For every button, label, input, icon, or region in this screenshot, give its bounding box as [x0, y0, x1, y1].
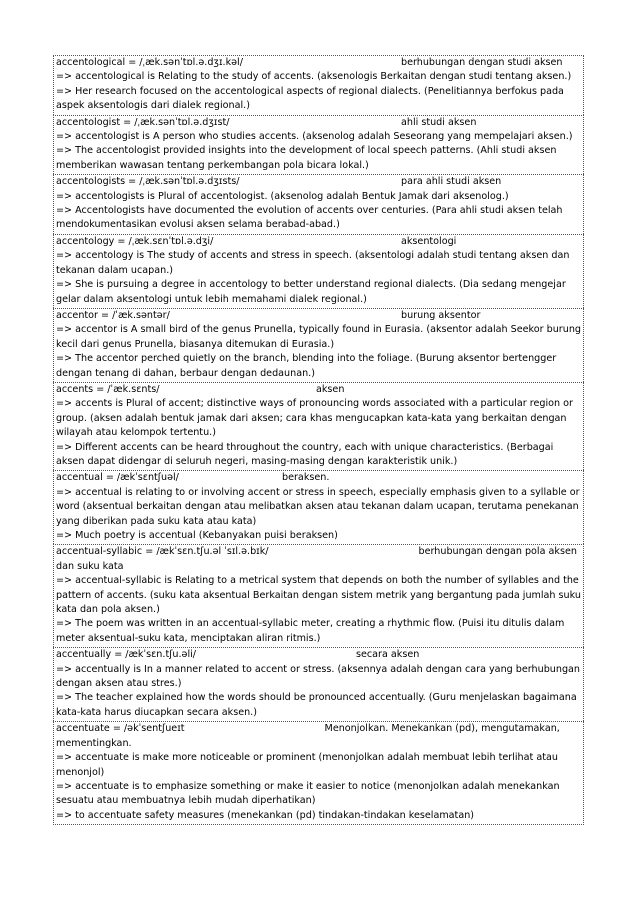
entry-heading [56, 471, 582, 485]
entry-term: accentology = /ˌæk.sɛnˈtɒl.ə.dʒi/ [56, 235, 214, 247]
entry-heading [56, 722, 582, 751]
entry-example: => Accentologists have documented the evolution of accents over centuries. (Para ahli studi aksen telah mendokumentasikan evolusi aksen selama berabad-abad.) [56, 205, 563, 231]
entry-example: => Much poetry is accentual (Kebanyakan puisi beraksen) [56, 530, 338, 541]
entry-example: => Different accents can be heard throughout the country, each with unique characteristics. (Berbagai aksen dapat didengar di seluruh negeri, masing-masing dengan karakteristik unik.) [56, 441, 554, 467]
entry-example: => The poem was written in an accentual-syllabic meter, creating a rhythmic flow. (Puisi itu ditulis dalam meter aksentual-suku kata, menciptakan aliran ritmis.) [56, 618, 565, 644]
entry-accentuate [53, 721, 584, 825]
entry-accentual [53, 470, 584, 544]
entry-accentual-syllabic [53, 544, 584, 647]
entry-definition: => accentology is The study of accents and stress in speech. (aksentologi adalah studi tentang aksen dan tekanan dalam ucapan.) [56, 250, 570, 276]
entry-example: => Her research focused on the accentological aspects of regional dialects. (Penelitiannya berfokus pada aspek aksentologis dari dialek regional.) [56, 85, 564, 112]
entry-term: accentological = /ˌæk.sənˈtɒl.ə.dʒɪ.kəl/ [56, 57, 243, 68]
entry-definition: => accentologist is A person who studies accents. (aksenolog adalah Seseorang yang mempelajari aksen.) [56, 131, 573, 143]
entry-translation: ahli studi aksen [401, 116, 477, 128]
entry-example: => accentuate is to emphasize something or make it easier to notice (menonjolkan adalah menekankan sesuatu atau membuatnya lebih mudah diperhatikan) [56, 780, 560, 807]
entry-heading [56, 235, 582, 249]
entry-term: accentual-syllabic = /ækˈsɛn.tʃu.əl ˈsɪl.ə.bɪk/ [56, 546, 269, 558]
entry-extra-example: => to accentuate safety measures (menekankan (pd) tindakan-tindakan keselamatan) [56, 809, 475, 821]
entry-example: => The accentor perched quietly on the branch, blending into the foliage. (Burung aksentor bertengger dengan tenang di dahan, berbaur dengan dedaunan.) [56, 353, 557, 379]
entry-term: accentologist = /ˌæk.sənˈtɒl.ə.dʒɪst/ [56, 116, 230, 128]
entry-translation: beraksen. [282, 472, 330, 484]
entry-translation: burung aksentor [401, 309, 481, 321]
entry-term: accents = /ˈæk.sɛnts/ [56, 383, 160, 395]
dictionary-document [53, 55, 584, 825]
entry-translation: secara aksen [356, 649, 420, 661]
entry-translation: aksentologi [401, 235, 457, 247]
entry-definition: => accentual-syllabic is Relating to a metrical system that depends on both the number of syllables and the pattern of accents. (suku kata aksentual Berkaitan dengan sistem metrik yang bergantung pada jumlah suku kata dan pola aksen.) [56, 575, 581, 616]
entry-example: => The accentologist provided insights into the development of local speech patterns. (Ahli studi aksen memberikan wawasan tentang perkembangan pola bicara lokal.) [56, 145, 557, 171]
entry-translation: aksen [316, 383, 345, 395]
entry-accentology [53, 234, 584, 308]
entry-heading [56, 648, 582, 662]
entry-definition: => accentological is Relating to the study of accents. (aksenologis Berkaitan dengan studi tentang aksen.) [56, 71, 572, 83]
entry-translation: para ahli studi aksen [401, 176, 502, 188]
entry-accentologist [53, 115, 584, 175]
entry-heading [56, 383, 582, 397]
entry-definition: => accentually is In a manner related to accent or stress. (aksennya adalah dengan cara yang berhubungan dengan aksen atau stres.) [56, 663, 581, 690]
entry-term: accentologists = /ˌæk.sənˈtɒl.ə.dʒɪsts/ [56, 176, 240, 188]
entry-translation: Menonjolkan. Menekankan (pd), mengutamakan, mementingkan. [56, 723, 560, 749]
entry-heading [56, 56, 582, 70]
entry-heading [56, 309, 582, 323]
entry-translation: berhubungan dengan studi aksen [401, 57, 563, 68]
entry-accents [53, 382, 584, 470]
entry-heading [56, 175, 582, 189]
entry-accentor [53, 308, 584, 382]
entry-term: accentually = /ækˈsɛn.tʃu.əli/ [56, 649, 197, 661]
entry-term: accentuate = /əkˈsentʃueɪt [56, 723, 185, 735]
entry-accentological [53, 55, 584, 115]
entry-example: => She is pursuing a degree in accentology to better understand regional dialects. (Dia sedang mengejar gelar dalam aksentologi untuk lebih memahami dialek regional.) [56, 279, 566, 305]
entry-definition: => accentor is A small bird of the genus Prunella, typically found in Eurasia. (aksentor adalah Seekor burung kecil dari genus Prunella, biasanya ditemukan di Eurasia.) [56, 324, 581, 350]
entry-heading [56, 545, 582, 574]
entry-term: accentor = /ˈæk.səntər/ [56, 309, 170, 321]
entry-definition: => accentuate is make more noticeable or prominent (menonjolkan adalah membuat lebih terlihat atau menonjol) [56, 752, 558, 778]
entry-term: accentual = /ækˈsɛntʃuəl/ [56, 472, 179, 484]
entry-example: => The teacher explained how the words should be pronounced accentually. (Guru menjelaskan bagaimana kata-kata harus diucapkan secara aksen.) [56, 692, 577, 718]
entry-definition: => accentual is relating to or involving accent or stress in speech, especially emphasis given to a syllable or word (aksentual berkaitan dengan atau melibatkan aksen atau tekanan dalam ucapan, terutama penekanan yang diberikan pada suku kata atau kata) [56, 486, 580, 527]
entry-definition: => accents is Plural of accent; distinctive ways of pronouncing words associated with a particular region or group. (aksen adalah bentuk jamak dari aksen; cara khas mengucapkan kata-kata yang berkaitan dengan wilayah atau kelompok tertentu.) [56, 398, 573, 439]
entry-definition: => accentologists is Plural of accentologist. (aksenolog adalah Bentuk Jamak dari aksenolog.) [56, 190, 509, 202]
entry-heading [56, 116, 582, 130]
entry-accentologists [53, 174, 584, 234]
entry-translation: berhubungan dengan pola aksen dan suku kata [56, 546, 577, 572]
entry-accentually [53, 647, 584, 721]
